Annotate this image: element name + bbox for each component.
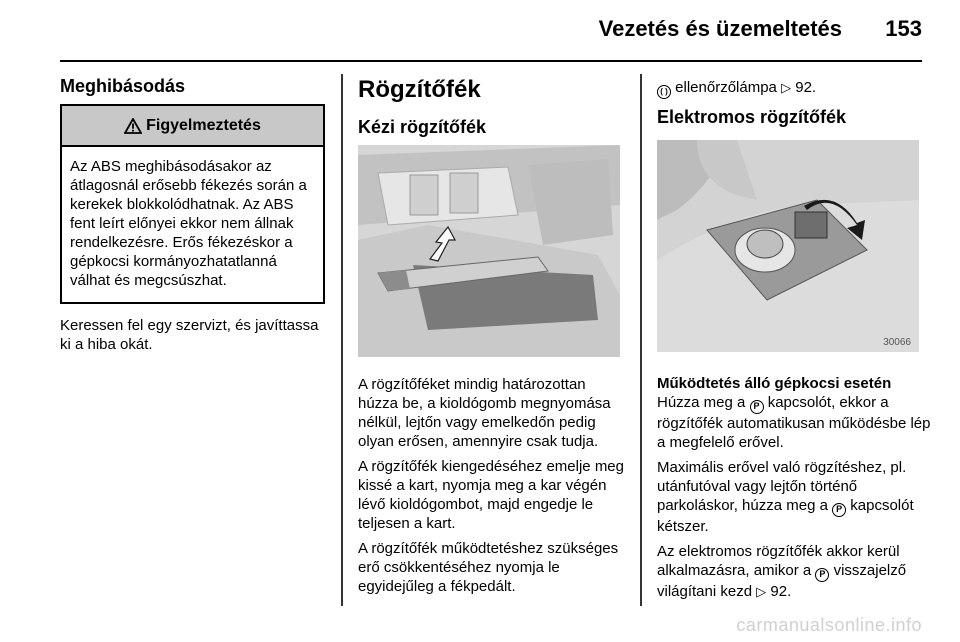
page-header-title: Vezetés és üzemeltetés xyxy=(598,16,842,41)
stationary-heading: Működtetés álló gépkocsi esetén xyxy=(657,375,892,392)
column-divider-2 xyxy=(640,74,642,606)
warning-box xyxy=(60,104,325,304)
paragraph: A rögzítőfék működtetéshez szükséges erő csökkentéséhez nyomja le egyidejűleg a fékpedált. xyxy=(358,540,619,595)
parking-brake-indicator-icon: P xyxy=(815,568,829,582)
warning-text: Az ABS meghibásodásakor az átlagosnál erősebb fékezés során a kerekek blokkolódhatnak. Az ABS fent leírt előnyei ekkor nem állnak rendelkezésre. Erős fékezéskor a gépkocsi kormányozhatatlanná válhat és megcsúszhat. xyxy=(70,158,307,289)
paragraph: A rögzítőfék kiengedéséhez emelje meg kissé a kart, nyomja meg a kar végén lévő kioldógombot, majd engedje le teljesen a kart. xyxy=(358,458,624,532)
warning-header xyxy=(62,106,323,147)
electric-brake-figure xyxy=(657,140,919,352)
subheading-kezi-rogzitofek: Kézi rögzítőfék xyxy=(358,117,487,137)
brake-lamp-icon: ( ) xyxy=(657,85,671,99)
handbrake-text xyxy=(358,375,628,602)
lamp-line xyxy=(657,78,917,99)
handbrake-figure xyxy=(358,145,620,357)
service-paragraph: Keressen fel egy szervizt, és javíttassa ki a hiba okát. xyxy=(60,317,319,353)
section-heading-meghibasodas: Meghibásodás xyxy=(60,76,186,96)
lamp-text: ellenőrzőlámpa xyxy=(675,79,777,96)
paragraph-pull-switch: Húzza meg a P kapcsolót, ekkor a rögzítőfék automatikusan működésbe lép a megfelelő erővel. xyxy=(657,394,931,451)
paragraph-maximum-force: Maximális erővel való rögzítéshez, pl. utánfutóval vagy lejtőn történő parkoláskor, húzza meg a P kapcsolót kétszer. xyxy=(657,459,914,535)
warning-title: Figyelmeztetés xyxy=(146,116,261,134)
header-rule xyxy=(60,60,922,62)
page-ref-arrow-icon: ▷ xyxy=(756,584,767,599)
heading-elektromos-rogzitofek: Elektromos rögzítőfék xyxy=(657,107,847,127)
watermark: carmanualsonline.info xyxy=(736,615,922,635)
page-ref: 92. xyxy=(795,79,817,96)
warning-triangle-icon xyxy=(124,118,142,134)
column-divider-1 xyxy=(341,74,343,606)
page-ref-arrow-icon: ▷ xyxy=(781,80,792,95)
figure-number: 30066 xyxy=(883,337,911,348)
heading-rogzitofek: Rögzítőfék xyxy=(358,76,481,103)
paragraph: A rögzítőféket mindig határozottan húzza be, a kioldógomb megnyomása nélkül, lejtőn vagy emelkedőn pedig olyan erősen, amennyire csak tudja. xyxy=(358,376,611,450)
page-number: 153 xyxy=(885,16,922,41)
parking-brake-switch-icon: P xyxy=(832,503,846,517)
parking-brake-switch-icon: P xyxy=(750,400,764,414)
electric-brake-text xyxy=(657,374,932,607)
paragraph-indicator: Az elektromos rögzítőfék akkor kerül alkalmazásra, amikor a P visszajelző világítani kezd ▷ 92. xyxy=(657,543,907,600)
